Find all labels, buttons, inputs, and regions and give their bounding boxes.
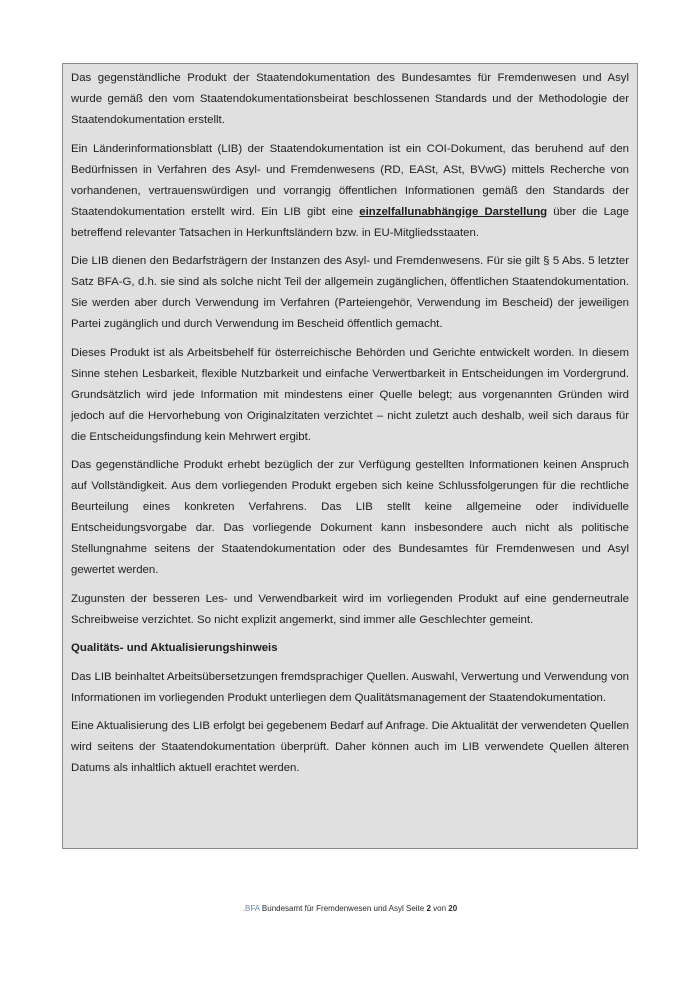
paragraph: Das gegenständliche Produkt der Staatendokumentation des Bundesamtes für Fremdenwesen und Asyl wurde gemäß den vom Staatendokumentationsbeirat beschlossenen Standards und der Methodologie der Staatendokumentation erstellt.: [71, 72, 629, 126]
bfa-logo: .BFA: [242, 904, 260, 913]
von-label: von: [433, 904, 447, 913]
page-footer: [0, 903, 700, 915]
disclaimer-box: [62, 63, 638, 849]
paragraph: Dieses Produkt ist als Arbeitsbehelf für österreichische Behörden und Gerichte entwickelt worden. In diesem Sinne stehen Lesbarkeit, flexible Nutzbarkeit und einfache Verwertbarkeit in Entscheidungen im Vordergrund. Grundsätzlich wird jede Information mit mindestens einer Quelle belegt; aus vorgenannten Gründen wird jedoch auf die Hervorhebung von Originalzitaten verzichtet – nicht zuletzt auch deshalb, weil sich daraus für die Entscheidungsfindung kein Mehrwert ergibt.: [71, 346, 629, 443]
paragraph-text: über die Lage betreffend relevanter Tatsachen in Herkunftsländern bzw. in EU-Mitgliedsstaaten.: [71, 205, 629, 239]
paragraph: Die LIB dienen den Bedarfsträgern der Instanzen des Asyl- und Fremdenwesens. Für sie gilt § 5 Abs. 5 letzter Satz BFA-G, d.h. sie sind als solche nicht Teil der allgemein zugänglichen, öffentlichen Staatendokumentation. Sie werden aber durch Verwendung im Verfahren (Parteiengehör, Verwendung im Bescheid) der jeweiligen Partei zugänglich und durch Verwendung im Bescheid öffentlich gemacht.: [71, 255, 629, 330]
paragraph: [71, 139, 629, 244]
footer-text: Bundesamt für Fremdenwesen und Asyl Seite: [261, 904, 425, 913]
paragraph: Zugunsten der besseren Les- und Verwendbarkeit wird im vorliegenden Produkt auf eine genderneutrale Schreibweise verzichtet. So nicht explizit angemerkt, sind immer alle Geschlechter gemeint.: [71, 592, 629, 626]
section-heading: Qualitäts- und Aktualisierungshinweis: [71, 642, 278, 654]
paragraph: Eine Aktualisierung des LIB erfolgt bei gegebenem Bedarf auf Anfrage. Die Aktualität der verwendeten Quellen wird seitens der Staatendokumentation überprüft. Daher können auch im LIB verwendete Quellen älteren Datums als inhaltlich aktuell erachtet werden.: [71, 720, 629, 774]
paragraph-text: Ein Länderinformationsblatt (LIB) der Staatendokumentation ist ein COI-Dokument, das beruhend auf den Bedürfnissen in Verfahren des Asyl- und Fremdenwesens (RD, EASt, ASt, BVwG) mittels Recherche von vorhandenen, vertrauenswürdigen und vorrangig öffentlichen Informationen gemäß den Standards der Staatendokumentation erstellt wird. Ein LIB gibt eine: [71, 142, 629, 218]
emphasized-text: einzelfallunabhängige Darstellung: [359, 205, 548, 218]
paragraph: Das gegenständliche Produkt erhebt bezüglich der zur Verfügung gestellten Informationen keinen Anspruch auf Vollständigkeit. Aus dem vorliegenden Produkt ergeben sich keine Schlussfolgerungen für die rechtliche Beurteilung eines konkreten Verfahrens. Das LIB stellt keine allgemeine oder individuelle Entscheidungsvorgabe dar. Das vorliegende Dokument kann insbesondere auch nicht als politische Stellungnahme seitens der Staatendokumentation oder des Bundesamtes für Fremdenwesen und Asyl gewertet werden.: [71, 459, 629, 576]
total-pages: 20: [448, 904, 458, 913]
paragraph: Das LIB beinhaltet Arbeitsübersetzungen fremdsprachiger Quellen. Auswahl, Verwertung und Verwendung von Informationen im vorliegenden Produkt unterliegen dem Qualitätsmanagement der Staatendokumentation.: [71, 670, 629, 704]
page-number: 2: [426, 904, 431, 913]
